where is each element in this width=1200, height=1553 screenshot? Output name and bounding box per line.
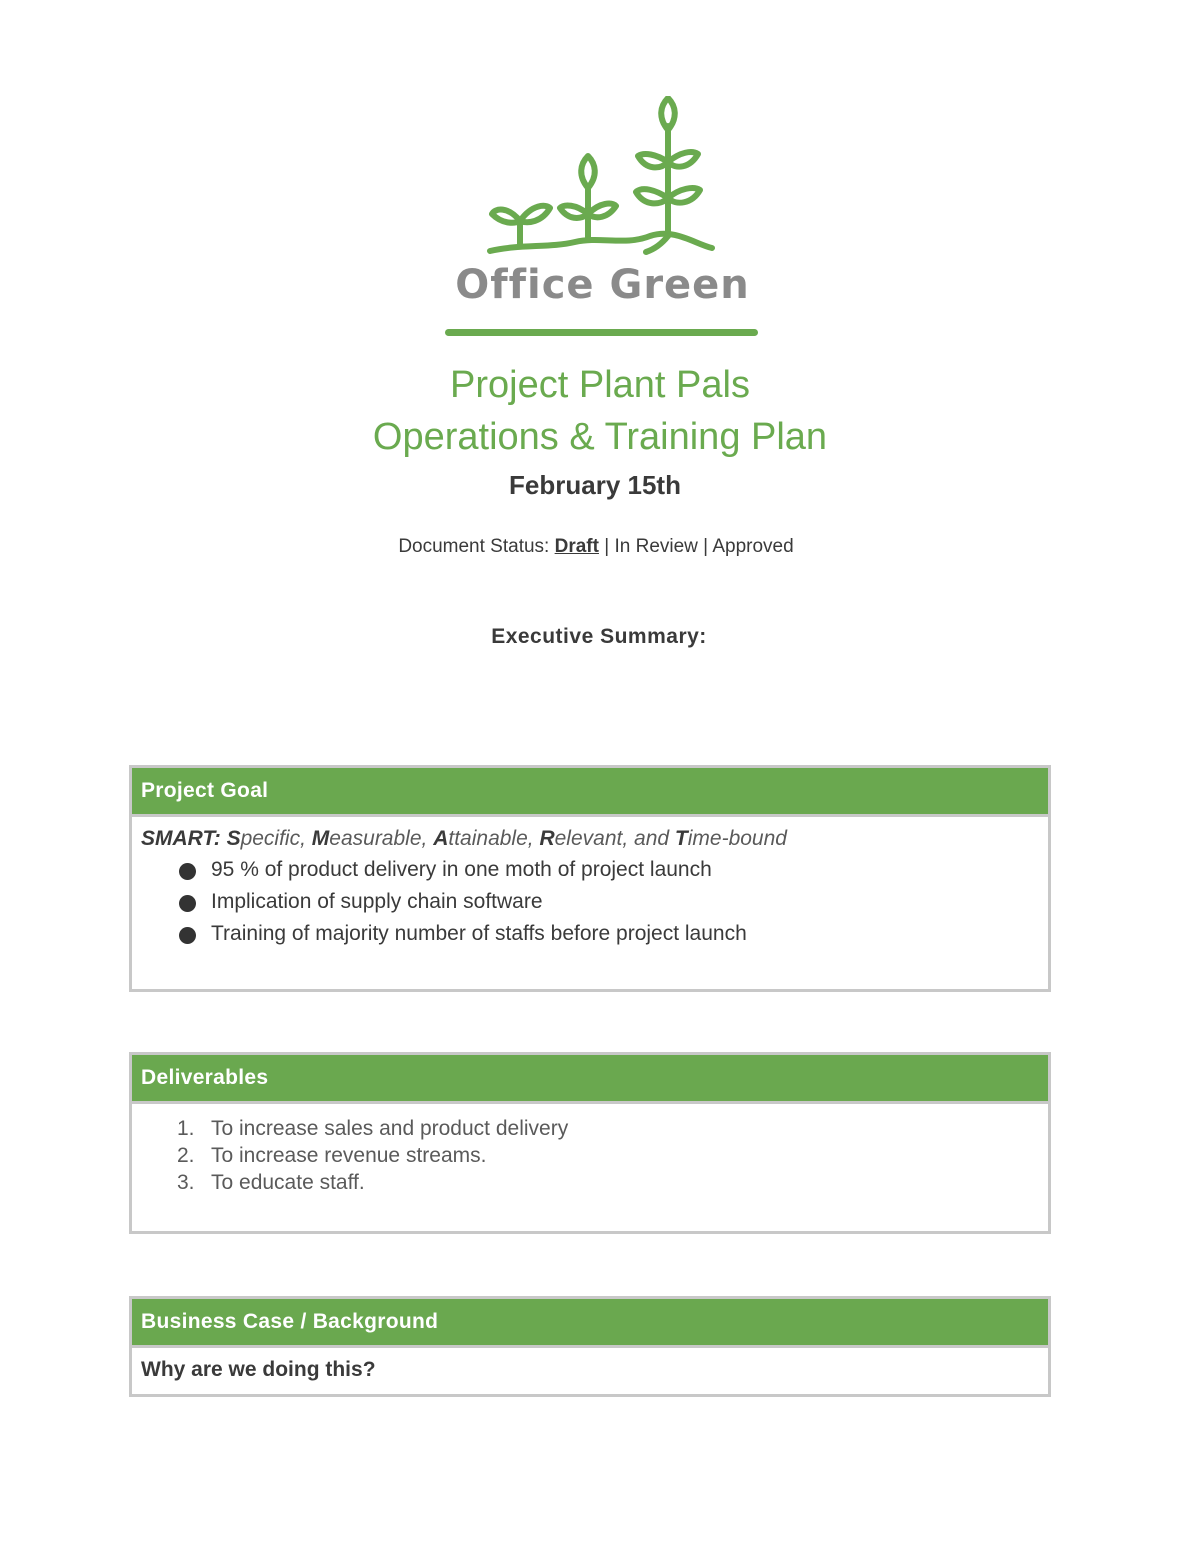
list-item: 95 % of product delivery in one moth of project launch: [141, 855, 1048, 887]
list-item: 3. To educate staff.: [177, 1171, 365, 1194]
executive-summary-heading: Executive Summary:: [491, 625, 707, 648]
smart-part: Measurable,: [311, 827, 428, 850]
section-header: Project Goal: [132, 768, 1048, 817]
office-green-logo: [440, 96, 765, 346]
bullet-icon: [179, 863, 196, 880]
status-separator: |: [604, 536, 610, 557]
deliverables-section: [129, 1052, 1051, 1234]
status-approved[interactable]: Approved: [712, 536, 794, 557]
document-date: February 15th: [509, 470, 681, 500]
sprouting-plants-icon: [480, 96, 720, 266]
list-item: Training of majority number of staffs before project launch: [141, 919, 1048, 951]
list-item: 1. To increase sales and product delivery: [177, 1117, 569, 1140]
smart-part: Specific,: [226, 827, 306, 850]
section-header: Deliverables: [132, 1055, 1048, 1104]
smart-part: Attainable,: [433, 827, 534, 850]
status-draft[interactable]: Draft: [554, 536, 599, 557]
goal-list: [141, 855, 1048, 951]
bullet-icon: [179, 927, 196, 944]
logo-wordmark: Office Green: [455, 262, 750, 308]
list-item: 2. To increase revenue streams.: [177, 1144, 487, 1167]
business-case-question: Why are we doing this?: [141, 1358, 376, 1381]
smart-part: Relevant, and: [539, 827, 670, 850]
document-status: [0, 536, 1192, 558]
business-case-section: [129, 1296, 1051, 1397]
status-separator: |: [703, 536, 709, 557]
status-in-review[interactable]: In Review: [614, 536, 698, 557]
status-label: Document Status:: [398, 536, 550, 557]
smart-prefix: SMART:: [141, 827, 221, 850]
project-title: Project Plant Pals: [450, 364, 750, 406]
smart-part: Time-bound: [674, 827, 787, 850]
list-item: Implication of supply chain software: [141, 887, 1048, 919]
project-goal-section: [129, 765, 1051, 992]
deliverables-list: [141, 1116, 1048, 1197]
plan-title: Operations & Training Plan: [372, 416, 828, 458]
logo-underline: [445, 329, 758, 336]
bullet-icon: [179, 895, 196, 912]
smart-criteria: [141, 817, 1048, 851]
section-header: Business Case / Background: [132, 1299, 1048, 1348]
